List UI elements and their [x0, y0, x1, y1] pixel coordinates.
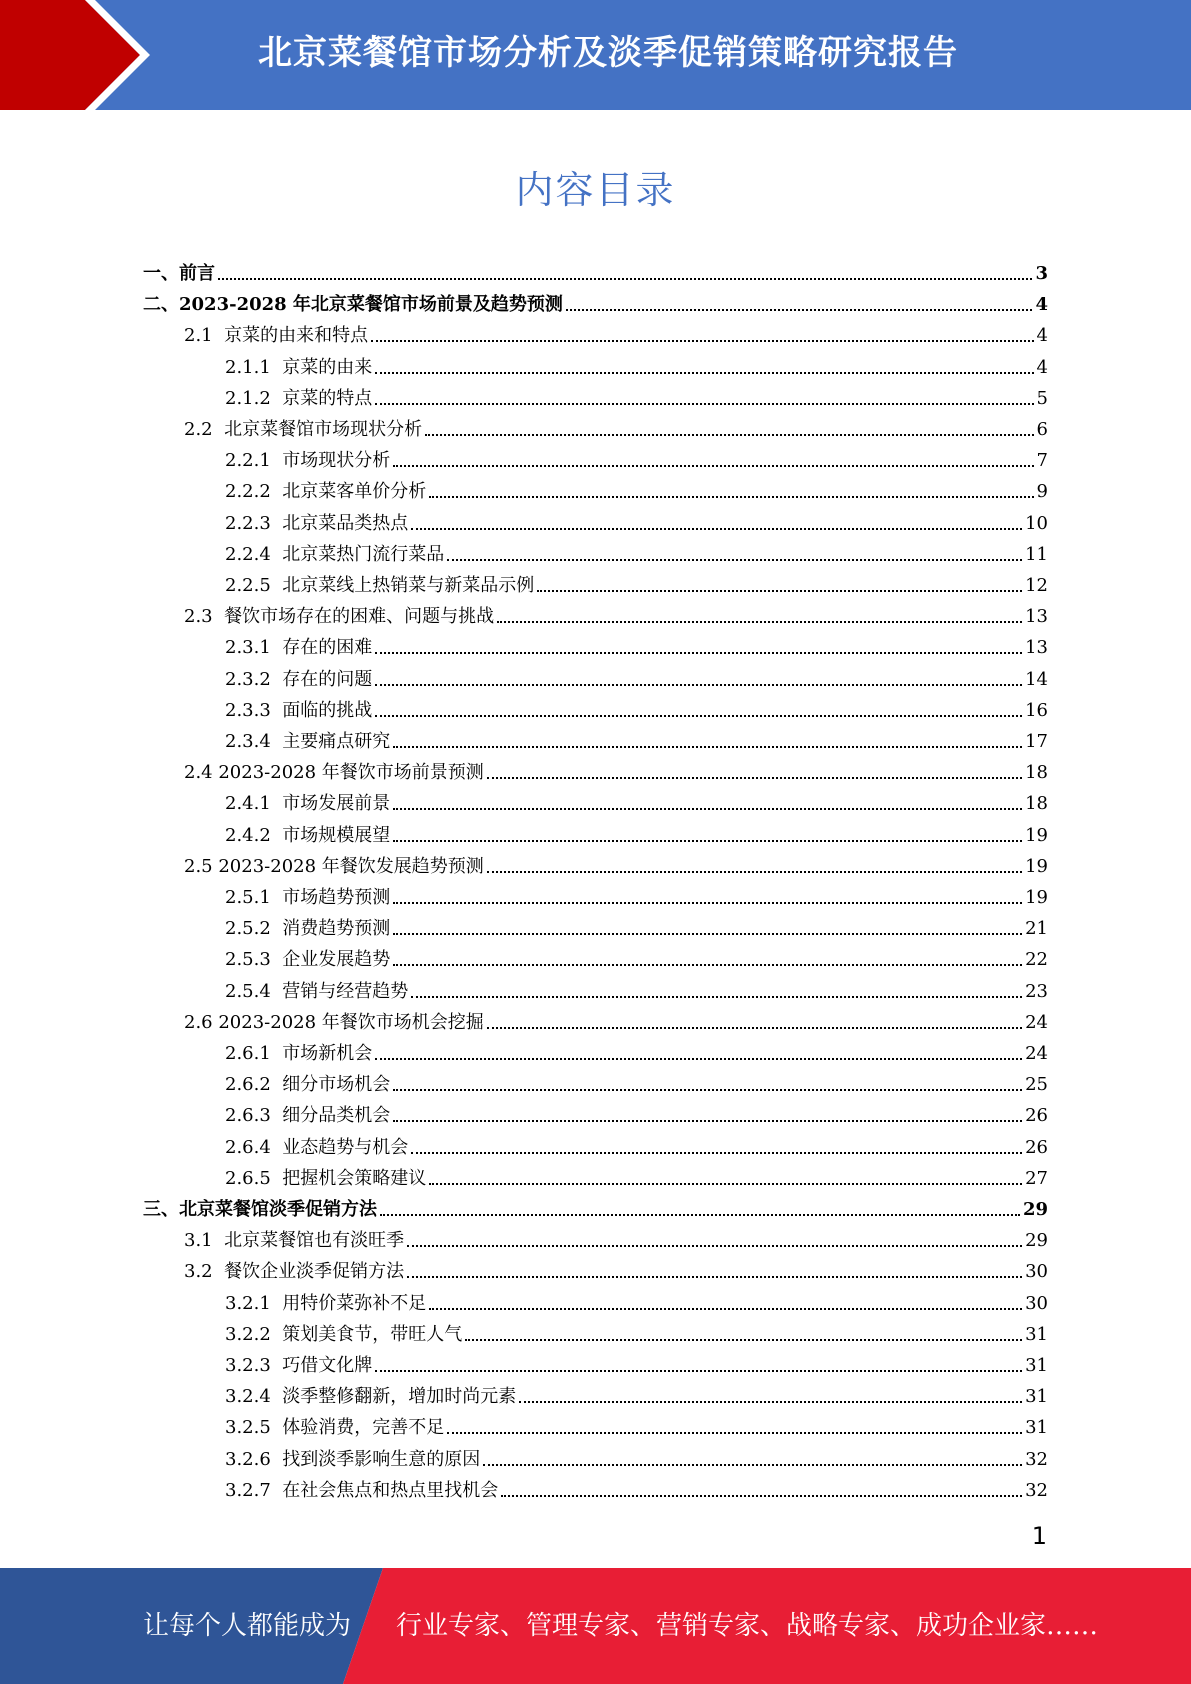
- toc-entry-number: 3.2.5: [225, 1417, 283, 1439]
- toc-entry-number: 2.3: [184, 606, 225, 628]
- toc-entry-title: 京菜的由来: [282, 356, 373, 378]
- toc-entry-title: 用特价菜弥补不足: [282, 1292, 427, 1314]
- toc-entry-title: 北京菜线上热销菜与新菜品示例: [282, 575, 535, 596]
- toc-dot-leader: [447, 1432, 1022, 1434]
- toc-entry-title: 细分市场机会: [282, 1074, 391, 1096]
- toc-entry[interactable]: [225, 1096, 1048, 1127]
- toc-entry-title: 找到淡季影响生意的原因: [282, 1448, 481, 1470]
- toc-dot-leader: [393, 902, 1022, 904]
- toc-entry-title: 面临的挑战: [282, 699, 373, 721]
- toc-entry-title: 市场发展前景: [282, 793, 391, 815]
- toc-entry-number: 三、: [143, 1199, 179, 1220]
- toc-dot-leader: [537, 590, 1022, 592]
- footer-banner: [0, 1568, 1191, 1684]
- toc-entry[interactable]: [225, 909, 1048, 940]
- toc-entry[interactable]: [225, 628, 1048, 659]
- toc-entry-title: 策划美食节，带旺人气: [282, 1323, 463, 1345]
- header-banner: [0, 0, 1191, 110]
- toc-dot-leader: [487, 871, 1022, 873]
- toc-entry-title: 北京菜餐馆也有淡旺季: [224, 1230, 405, 1252]
- toc-entry-number: 2.5.3: [225, 949, 283, 971]
- toc-entry[interactable]: [225, 1315, 1048, 1346]
- toc-entry-title: 营销与经营趋势: [282, 980, 409, 1002]
- toc-entry[interactable]: [225, 504, 1048, 535]
- toc-entry-number: 2.1.1: [225, 356, 283, 378]
- toc-entry[interactable]: [143, 254, 1048, 285]
- toc-dot-leader: [375, 652, 1022, 654]
- footer-slogan-left: 让每个人都能成为: [143, 1611, 352, 1641]
- toc-entry-title: 淡季整修翻新，增加时尚元素: [282, 1386, 517, 1408]
- toc-entry-page-number: 13: [1025, 606, 1048, 628]
- toc-entry-title: 京菜的特点: [282, 387, 373, 409]
- toc-entry-number: 3.1: [184, 1230, 225, 1252]
- toc-entry-number: 2.3.3: [225, 699, 283, 721]
- toc-entry[interactable]: [225, 878, 1048, 909]
- toc-entry[interactable]: [225, 472, 1048, 503]
- toc-entry-number: 2.6.5: [225, 1167, 283, 1189]
- toc-entry-page-number: 9: [1036, 481, 1048, 503]
- toc-entry-page-number: 11: [1025, 543, 1048, 565]
- toc-entry-page-number: 4: [1035, 294, 1048, 316]
- toc-entry[interactable]: [184, 1221, 1048, 1252]
- toc-entry-number: 3.2.2: [225, 1323, 283, 1345]
- toc-entry-number: 二、: [143, 294, 179, 316]
- toc-entry-page-number: 4: [1036, 325, 1048, 347]
- toc-entry-title: 北京菜餐馆市场现状分析: [224, 419, 423, 440]
- toc-entry-title: 市场趋势预测: [282, 887, 391, 908]
- toc-entry-number: 2.3.1: [225, 637, 283, 659]
- toc-heading: 内容目录: [515, 168, 676, 212]
- toc-entry-title: 巧借文化牌: [282, 1355, 373, 1376]
- toc-entry-title: 北京菜品类热点: [282, 512, 409, 534]
- toc-entry[interactable]: [225, 691, 1048, 722]
- toc-entry-page-number: 17: [1025, 731, 1048, 752]
- toc-entry[interactable]: [184, 753, 1048, 784]
- toc-dot-leader: [447, 559, 1022, 561]
- toc-entry-page-number: 27: [1025, 1167, 1048, 1189]
- toc-dot-leader: [371, 340, 1033, 342]
- toc-entry-page-number: 24: [1025, 1043, 1048, 1064]
- toc-entry-number: 2.2.1: [225, 450, 283, 472]
- toc-entry-page-number: 18: [1025, 762, 1048, 784]
- toc-entry-number: 2.1: [184, 325, 225, 347]
- toc-entry-number: 2.5.2: [225, 918, 283, 940]
- toc-dot-leader: [375, 372, 1033, 374]
- toc-entry-page-number: 32: [1025, 1479, 1048, 1501]
- toc-entry-page-number: 31: [1025, 1386, 1048, 1408]
- toc-dot-leader: [393, 746, 1022, 748]
- toc-dot-leader: [393, 933, 1022, 935]
- toc-dot-leader: [483, 1464, 1022, 1466]
- toc-entry-number: 2.2.3: [225, 512, 283, 534]
- toc-entry-number: 3.2: [184, 1261, 225, 1283]
- toc-entry[interactable]: [225, 1346, 1048, 1377]
- toc-entry-page-number: 30: [1025, 1261, 1048, 1283]
- toc-entry-title: 餐饮企业淡季促销方法: [224, 1261, 405, 1283]
- toc-entry[interactable]: [184, 316, 1048, 347]
- toc-entry-page-number: 19: [1025, 824, 1048, 846]
- toc-dot-leader: [380, 1214, 1020, 1216]
- toc-entry-number: 3.2.6: [225, 1448, 283, 1470]
- toc-entry-page-number: 22: [1025, 949, 1048, 971]
- toc-entry-number: 2.3.4: [225, 731, 283, 752]
- toc-dot-leader: [375, 715, 1022, 717]
- toc-entry-number: 3.2.4: [225, 1386, 283, 1408]
- toc-entry-page-number: 26: [1025, 1136, 1048, 1158]
- toc-entry-title: 前言: [179, 263, 215, 284]
- toc-entry[interactable]: [225, 1034, 1048, 1065]
- toc-entry-title: 消费趋势预测: [282, 918, 391, 940]
- toc-dot-leader: [375, 1370, 1022, 1372]
- toc-entry-page-number: 6: [1036, 419, 1048, 440]
- toc-dot-leader: [465, 1339, 1022, 1341]
- toc-entry-page-number: 26: [1025, 1105, 1048, 1127]
- toc-entry-number: 2.4.1: [225, 793, 283, 815]
- toc-entry[interactable]: [184, 1003, 1048, 1034]
- toc-entry-page-number: 29: [1025, 1230, 1048, 1252]
- toc-entry-title: 2023-2028 年餐饮市场前景预测: [218, 762, 484, 784]
- toc-entry-number: 2.5.1: [225, 887, 283, 908]
- toc-dot-leader: [487, 1027, 1022, 1029]
- toc-dot-leader: [393, 465, 1033, 467]
- toc-entry-title: 餐饮市场存在的困难、问题与挑战: [224, 606, 495, 628]
- toc-entry-title: 北京菜餐馆淡季促销方法: [179, 1199, 377, 1220]
- toc-entry-title: 业态趋势与机会: [282, 1136, 409, 1158]
- toc-entry-title: 存在的困难: [282, 637, 373, 659]
- toc-entry[interactable]: [225, 379, 1048, 410]
- toc-entry-title: 北京菜客单价分析: [282, 481, 427, 503]
- toc-entry[interactable]: [143, 1190, 1048, 1221]
- toc-entry[interactable]: [225, 1408, 1048, 1439]
- page-number: 1: [1031, 1522, 1047, 1550]
- toc-entry[interactable]: [225, 1159, 1048, 1190]
- toc-entry-page-number: 7: [1036, 450, 1048, 472]
- toc-dot-leader: [429, 1308, 1022, 1310]
- toc-entry-title: 市场新机会: [282, 1043, 373, 1064]
- toc-entry-number: 一、: [143, 263, 179, 284]
- toc-entry[interactable]: [225, 441, 1048, 472]
- toc-entry[interactable]: [184, 847, 1048, 878]
- toc-entry-page-number: 14: [1025, 668, 1048, 690]
- toc-entry-number: 2.6.2: [225, 1074, 283, 1096]
- toc-entry-title: 市场规模展望: [282, 824, 391, 846]
- toc-entry-title: 北京菜热门流行菜品: [282, 543, 445, 565]
- toc-entry-title: 存在的问题: [282, 668, 373, 690]
- toc-entry[interactable]: [184, 1252, 1048, 1283]
- toc-entry-page-number: 16: [1025, 699, 1048, 721]
- toc-entry[interactable]: [143, 285, 1048, 316]
- toc-entry-page-number: 12: [1025, 575, 1048, 596]
- toc-entry[interactable]: [225, 660, 1048, 691]
- toc-entry[interactable]: [225, 1471, 1048, 1502]
- toc-entry-page-number: 19: [1025, 855, 1048, 877]
- report-title: 北京菜餐馆市场分析及淡季促销策略研究报告: [258, 33, 958, 73]
- toc-entry-title: 细分品类机会: [282, 1105, 391, 1127]
- toc-entry-number: 2.6: [184, 1011, 219, 1033]
- toc-entry-page-number: 23: [1025, 980, 1048, 1002]
- toc-entry-title: 京菜的由来和特点: [224, 325, 369, 347]
- toc-entry-number: 2.3.2: [225, 668, 283, 690]
- toc-entry-page-number: 32: [1025, 1448, 1048, 1470]
- toc-entry-number: 3.2.7: [225, 1479, 283, 1501]
- toc-entry-number: 2.4: [184, 762, 219, 784]
- toc-entry-page-number: 13: [1025, 637, 1048, 659]
- toc-entry-title: 企业发展趋势: [282, 949, 391, 971]
- toc-entry-number: 2.5: [184, 855, 219, 877]
- toc-entry-number: 3.2.3: [225, 1355, 283, 1376]
- toc-dot-leader: [519, 1401, 1022, 1403]
- toc-dot-leader: [429, 1183, 1022, 1185]
- toc-entry-page-number: 31: [1025, 1323, 1048, 1345]
- toc-entry[interactable]: [225, 535, 1048, 566]
- toc-entry[interactable]: [225, 1128, 1048, 1159]
- toc-entry-title: 2023-2028 年餐饮发展趋势预测: [218, 855, 484, 877]
- toc-entry-title: 2023-2028 年餐饮市场机会挖掘: [218, 1011, 484, 1033]
- toc-entry-number: 2.2.2: [225, 481, 283, 503]
- toc-entry-title: 体验消费，完善不足: [282, 1417, 445, 1439]
- toc-dot-leader: [407, 1276, 1022, 1278]
- toc-dot-leader: [425, 434, 1033, 436]
- toc-entry-number: 3.2.1: [225, 1292, 283, 1314]
- toc-entry-number: 2.5.4: [225, 980, 283, 1002]
- toc-dot-leader: [375, 1058, 1022, 1060]
- toc-dot-leader: [393, 840, 1022, 842]
- toc-dot-leader: [393, 1120, 1022, 1122]
- toc-entry-number: 2.6.3: [225, 1105, 283, 1127]
- toc-dot-leader: [487, 777, 1022, 779]
- footer-slogan-right: 行业专家、管理专家、营销专家、战略专家、成功企业家……: [396, 1611, 1099, 1641]
- toc-entry-number: 2.1.2: [225, 387, 283, 409]
- toc-entry[interactable]: [184, 410, 1048, 441]
- toc-entry[interactable]: [225, 1284, 1048, 1315]
- toc-dot-leader: [393, 808, 1022, 810]
- toc-dot-leader: [375, 403, 1033, 405]
- toc-dot-leader: [393, 964, 1022, 966]
- toc-dot-leader: [429, 496, 1033, 498]
- toc-dot-leader: [411, 1152, 1022, 1154]
- toc-dot-leader: [411, 996, 1022, 998]
- toc-entry[interactable]: [184, 597, 1048, 628]
- toc-entry-page-number: 10: [1025, 512, 1048, 534]
- toc-dot-leader: [497, 621, 1022, 623]
- toc-entry-page-number: 31: [1025, 1355, 1048, 1376]
- toc-entry-number: 2.6.4: [225, 1136, 283, 1158]
- toc-entry-page-number: 3: [1035, 263, 1048, 284]
- toc-entry-number: 2.2.4: [225, 543, 283, 565]
- toc-entry-number: 2.2.5: [225, 575, 283, 596]
- toc-dot-leader: [393, 1089, 1022, 1091]
- toc-dot-leader: [407, 1245, 1022, 1247]
- toc-entry-title: 2023-2028 年北京菜餐馆市场前景及趋势预测: [179, 294, 563, 316]
- toc-entry-page-number: 31: [1025, 1417, 1048, 1439]
- toc-entry-page-number: 24: [1025, 1011, 1048, 1033]
- toc-entry[interactable]: [225, 1065, 1048, 1096]
- toc-entry[interactable]: [225, 566, 1048, 597]
- toc-entry[interactable]: [225, 784, 1048, 815]
- toc-entry-title: 市场现状分析: [282, 450, 391, 472]
- toc-dot-leader: [411, 528, 1022, 530]
- toc-entry[interactable]: [225, 816, 1048, 847]
- toc-entry[interactable]: [225, 940, 1048, 971]
- toc-entry-number: 2.4.2: [225, 824, 283, 846]
- toc-entry-title: 在社会焦点和热点里找机会: [282, 1479, 499, 1501]
- toc-entry-page-number: 25: [1025, 1074, 1048, 1096]
- toc-entry-title: 把握机会策略建议: [282, 1167, 427, 1189]
- toc-entry[interactable]: [225, 1377, 1048, 1408]
- toc-entry-number: 2.2: [184, 419, 225, 440]
- toc-entry-page-number: 21: [1025, 918, 1048, 940]
- toc-entry-page-number: 30: [1025, 1292, 1048, 1314]
- toc-dot-leader: [375, 684, 1022, 686]
- toc-entry-page-number: 29: [1022, 1199, 1048, 1220]
- toc-entry-number: 2.6.1: [225, 1043, 283, 1064]
- toc-entry-page-number: 19: [1025, 887, 1048, 908]
- toc-entry[interactable]: [225, 972, 1048, 1003]
- toc-entry-page-number: 4: [1036, 356, 1048, 378]
- toc-entry-page-number: 5: [1036, 387, 1048, 409]
- toc-dot-leader: [218, 278, 1032, 280]
- toc-entry[interactable]: [225, 722, 1048, 753]
- toc-dot-leader: [501, 1495, 1022, 1497]
- toc-entry-title: 主要痛点研究: [282, 731, 391, 752]
- toc-entry-page-number: 18: [1025, 793, 1048, 815]
- toc-entry[interactable]: [225, 1440, 1048, 1471]
- toc-entry[interactable]: [225, 348, 1048, 379]
- toc-dot-leader: [566, 309, 1033, 311]
